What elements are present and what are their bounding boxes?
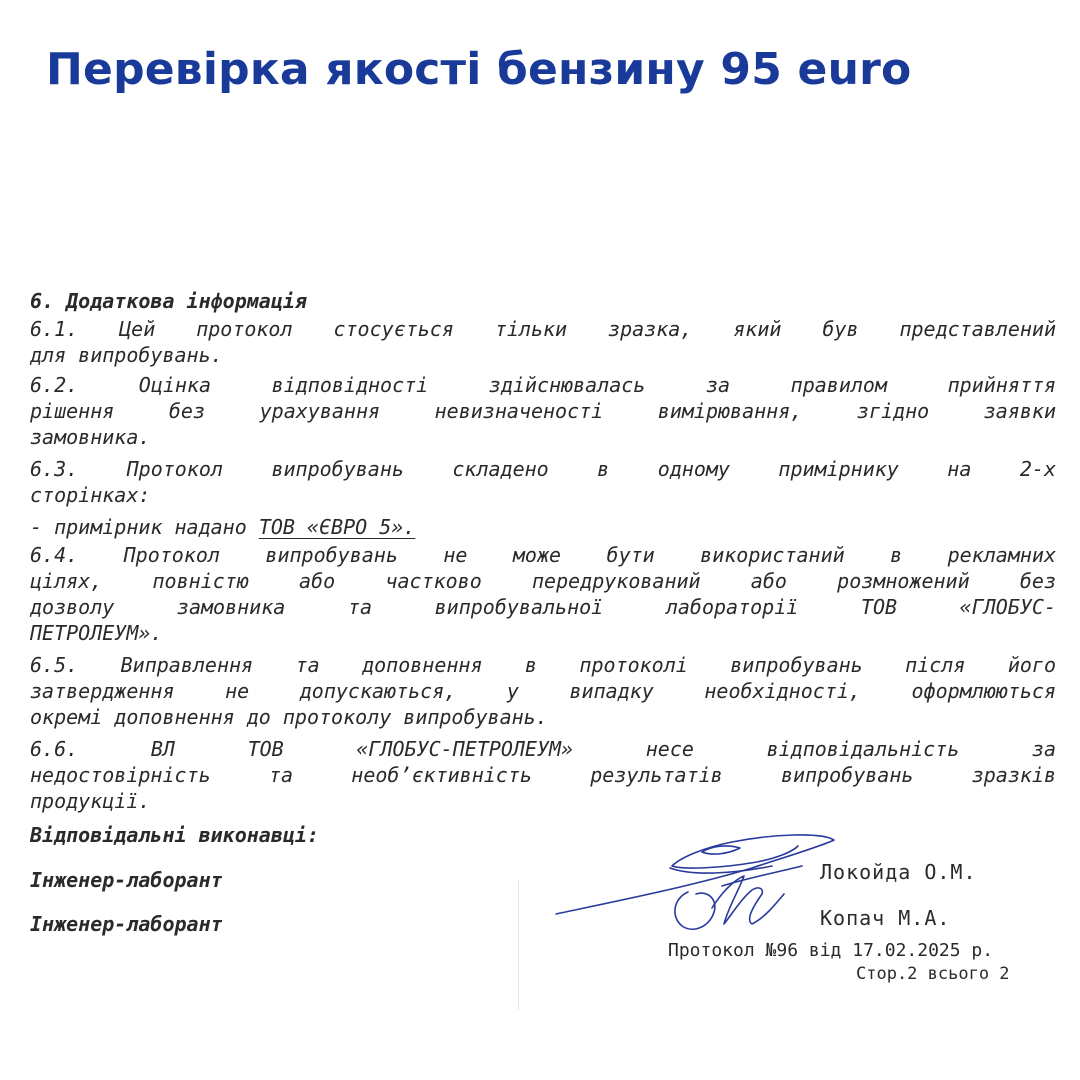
signatory-role-2: Інженер-лаборант (30, 912, 223, 936)
copy-holder-prefix: - примірник надано (30, 515, 259, 539)
doc-line-6-5a: 6.5. Виправлення та доповнення в протоколі випробувань після його (30, 653, 1056, 677)
signatory-role-1: Інженер-лаборант (30, 868, 223, 892)
doc-line-6-2c: замовника. (30, 425, 151, 449)
doc-line-6-2b: рішення без урахування невизначеності вимірювання, згідно заявки (30, 399, 1056, 423)
doc-line-6-2a: 6.2. Оцінка відповідності здійснювалась за правилом прийняття (30, 373, 1056, 397)
doc-line-6-4c: дозволу замовника та випробувальної лабораторії ТОВ «ГЛОБУС- (30, 595, 1056, 619)
doc-line-6-6c: продукції. (30, 789, 151, 813)
doc-line-6-5b: затвердження не допускаються, у випадку необхідності, оформлюються (30, 679, 1056, 703)
doc-line-6-5c: окремі доповнення до протоколу випробувань. (30, 705, 548, 729)
page-title: Перевірка якості бензину 95 euro (46, 44, 912, 95)
signatory-name-1: Локойда О.М. (820, 860, 977, 884)
doc-line-6-4a: 6.4. Протокол випробувань не може бути використаний в рекламних (30, 543, 1056, 567)
signatory-name-2: Копач М.А. (820, 906, 951, 930)
protocol-reference: Протокол №96 від 17.02.2025 р. (668, 940, 994, 961)
doc-line-6-1b: для випробувань. (30, 343, 223, 367)
doc-line-6-3a: 6.3. Протокол випробувань складено в одному примірнику на 2-х (30, 457, 1056, 481)
page-counter: Стор.2 всього 2 (856, 964, 1010, 984)
responsible-heading: Відповідальні виконавці: (30, 823, 319, 847)
handwritten-signature (552, 828, 842, 938)
doc-line-copy-holder (30, 514, 1056, 540)
doc-line-6-6a: 6.6. ВЛ ТОВ «ГЛОБУС-ПЕТРОЛЕУМ» несе відповідальність за (30, 737, 1056, 761)
doc-line-6-4d: ПЕТРОЛЕУМ». (30, 621, 163, 645)
doc-line-6-1a: 6.1. Цей протокол стосується тільки зразка, який був представлений (30, 317, 1056, 341)
scanned-document (0, 280, 1080, 1020)
doc-line-6-4b: цілях, повністю або частково передрукований або розмножений без (30, 569, 1056, 593)
section-heading: 6. Додаткова інформація (30, 289, 307, 313)
doc-line-6-3b: сторінках: (30, 483, 151, 507)
scan-artifact-line (518, 880, 519, 1010)
doc-line-6-6b: недостовірність та необ’єктивність результатів випробувань зразків (30, 763, 1056, 787)
copy-holder-company: ТОВ «ЄВРО 5». (258, 515, 416, 539)
